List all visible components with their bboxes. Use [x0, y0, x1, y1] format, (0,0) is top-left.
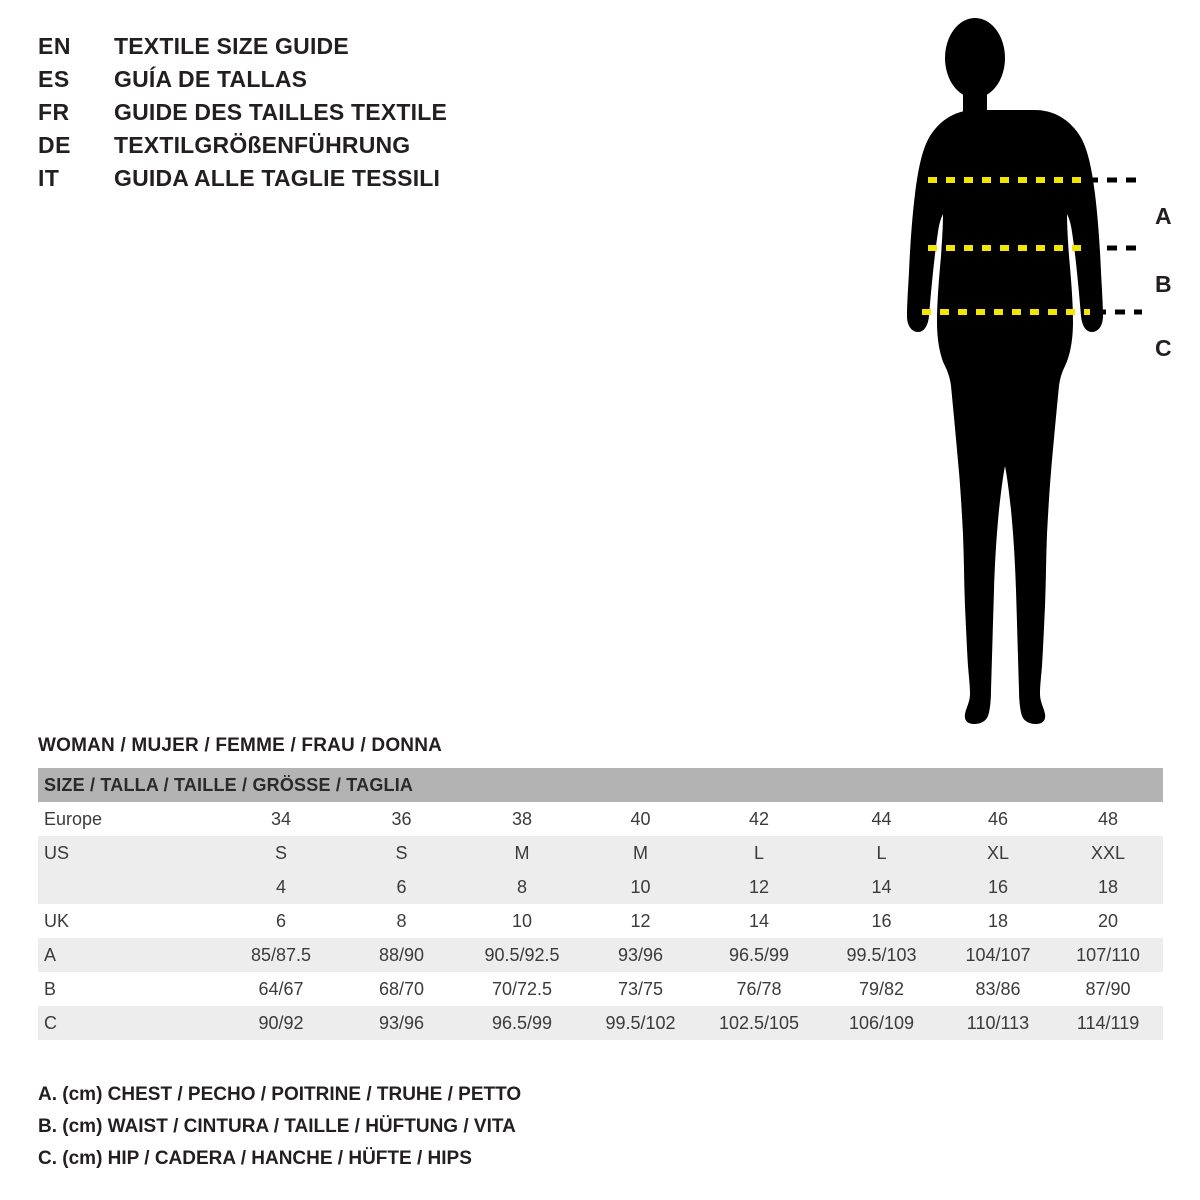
- table-cell: 16: [943, 870, 1053, 904]
- language-row: [38, 30, 678, 63]
- table-cell: 42: [698, 802, 820, 836]
- table-cell: 48: [1053, 802, 1163, 836]
- language-title: GUIDE DES TAILLES TEXTILE: [114, 99, 447, 125]
- table-row: [38, 972, 1163, 1006]
- measurement-legend: [38, 1085, 838, 1181]
- table-cell: 14: [820, 870, 943, 904]
- table-cell: 8: [461, 870, 583, 904]
- table-cell: 90/92: [220, 1006, 342, 1040]
- legend-item-a: A. (cm) CHEST / PECHO / POITRINE / TRUHE / PETTO: [38, 1084, 522, 1105]
- table-header-row: [38, 768, 1163, 802]
- table-cell: 40: [583, 802, 698, 836]
- table-cell: 36: [342, 802, 461, 836]
- language-row: [38, 162, 678, 195]
- table-cell: 79/82: [820, 972, 943, 1006]
- table-cell: 73/75: [583, 972, 698, 1006]
- table-cell: 18: [1053, 870, 1163, 904]
- table-cell: 34: [220, 802, 342, 836]
- language-code: IT: [38, 165, 60, 191]
- table-cell: S: [342, 836, 461, 870]
- language-code: DE: [38, 132, 71, 158]
- language-row: [38, 129, 678, 162]
- table-cell: M: [461, 836, 583, 870]
- table-cell: 18: [943, 904, 1053, 938]
- table-cell: 4: [220, 870, 342, 904]
- table-row: [38, 802, 1163, 836]
- table-row: [38, 836, 1163, 870]
- table-cell: XXL: [1053, 836, 1163, 870]
- row-label: UK: [38, 904, 220, 938]
- table-cell: 93/96: [583, 938, 698, 972]
- female-silhouette-figure: [860, 10, 1190, 740]
- table-cell: 38: [461, 802, 583, 836]
- size-table: [38, 768, 1163, 1040]
- language-title: GUÍA DE TALLAS: [114, 66, 308, 92]
- language-title-block: [38, 30, 678, 195]
- table-row: [38, 904, 1163, 938]
- table-row: [38, 870, 1163, 904]
- table-cell: 14: [698, 904, 820, 938]
- row-label: A: [38, 938, 220, 972]
- silhouette-svg: [860, 10, 1190, 740]
- row-label: [38, 870, 220, 904]
- table-cell: 10: [461, 904, 583, 938]
- language-row: [38, 96, 678, 129]
- table-cell: 99.5/103: [820, 938, 943, 972]
- table-cell: 12: [583, 904, 698, 938]
- legend-item-c: C. (cm) HIP / CADERA / HANCHE / HÜFTE / HIPS: [38, 1148, 472, 1169]
- table-title: WOMAN / MUJER / FEMME / FRAU / DONNA: [38, 735, 443, 756]
- table-cell: 68/70: [342, 972, 461, 1006]
- table-cell: 44: [820, 802, 943, 836]
- table-cell: 90.5/92.5: [461, 938, 583, 972]
- table-cell: 96.5/99: [461, 1006, 583, 1040]
- row-label: US: [38, 836, 220, 870]
- language-row: [38, 63, 678, 96]
- table-cell: L: [698, 836, 820, 870]
- row-label: B: [38, 972, 220, 1006]
- language-title: TEXTILGRÖßENFÜHRUNG: [114, 132, 411, 158]
- language-code: ES: [38, 66, 70, 92]
- table-cell: 88/90: [342, 938, 461, 972]
- table-cell: 10: [583, 870, 698, 904]
- table-row: [38, 938, 1163, 972]
- language-title: TEXTILE SIZE GUIDE: [114, 33, 349, 59]
- table-row: [38, 1006, 1163, 1040]
- table-cell: 6: [342, 870, 461, 904]
- table-cell: 46: [943, 802, 1053, 836]
- table-cell: 107/110: [1053, 938, 1163, 972]
- table-header-cell: SIZE / TALLA / TAILLE / GRÖSSE / TAGLIA: [38, 768, 1163, 802]
- table-cell: 106/109: [820, 1006, 943, 1040]
- language-code: FR: [38, 99, 70, 125]
- table-cell: 20: [1053, 904, 1163, 938]
- row-label: C: [38, 1006, 220, 1040]
- table-cell: 102.5/105: [698, 1006, 820, 1040]
- table-cell: 83/86: [943, 972, 1053, 1006]
- language-code: EN: [38, 33, 71, 59]
- measure-label-b: B: [1155, 271, 1172, 297]
- measure-label-a: A: [1155, 203, 1172, 229]
- table-cell: 85/87.5: [220, 938, 342, 972]
- table-cell: S: [220, 836, 342, 870]
- table-cell: 16: [820, 904, 943, 938]
- table-cell: 99.5/102: [583, 1006, 698, 1040]
- row-label: Europe: [38, 802, 220, 836]
- legend-item-b: B. (cm) WAIST / CINTURA / TAILLE / HÜFTUNG / VITA: [38, 1116, 516, 1137]
- measure-label-c: C: [1155, 335, 1172, 361]
- table-cell: 93/96: [342, 1006, 461, 1040]
- size-table-section: [38, 735, 1163, 1040]
- table-cell: 8: [342, 904, 461, 938]
- table-cell: 64/67: [220, 972, 342, 1006]
- table-cell: 76/78: [698, 972, 820, 1006]
- table-cell: 6: [220, 904, 342, 938]
- table-cell: 114/119: [1053, 1006, 1163, 1040]
- table-cell: 96.5/99: [698, 938, 820, 972]
- table-cell: M: [583, 836, 698, 870]
- table-cell: 87/90: [1053, 972, 1163, 1006]
- table-cell: 104/107: [943, 938, 1053, 972]
- table-cell: 70/72.5: [461, 972, 583, 1006]
- table-cell: 12: [698, 870, 820, 904]
- language-title: GUIDA ALLE TAGLIE TESSILI: [114, 165, 441, 191]
- table-cell: 110/113: [943, 1006, 1053, 1040]
- table-cell: XL: [943, 836, 1053, 870]
- table-cell: L: [820, 836, 943, 870]
